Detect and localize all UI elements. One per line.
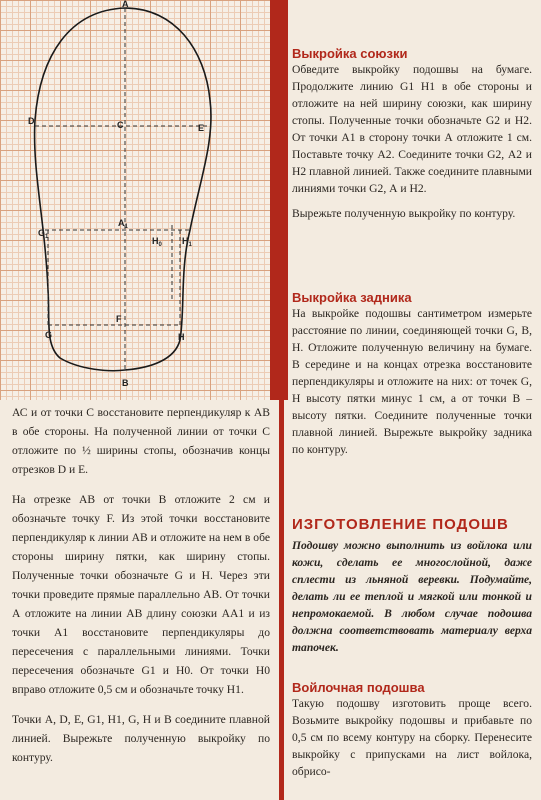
section-title: Выкройка союзки xyxy=(292,46,408,61)
point-b-label: B xyxy=(122,378,129,388)
point-h1-label: $H_1$ xyxy=(182,236,192,248)
left-paragraph-1: АС и от точки С восстановите перпендикуляр к АВ в обе стороны. На полученной линии от точки С отложите по ½ ширины стопы, обозначив концы отрезков D и Е. xyxy=(12,406,270,476)
point-g-label: G xyxy=(45,330,53,340)
left-paragraph-2: На отрезке АВ от точки В отложите 2 см и обозначьте точку F. Из этой точки восстановите перпендикуляр к линии АВ и отложите на нем в обе стороны ширину пятки, как ширину стопы. Полученные точки обозначьте G и Н. Через эти точки проведите прямые параллельно АВ. От точки А отложите на линии АВ длину союзки АА1 и из точки А1 восстановите перпендикуляры до пересечения с параллельными линиями. Точки пересечения обозначьте G1 и Н0. От точки Н0 вправо отложите 0,5 см и обозначьте точку Н1. xyxy=(12,493,270,696)
section-paragraph: Обведите выкройку подошвы на бумаге. Продолжите линию G1 Н1 в обе стороны и отложите на ней ширину союзки, как ширину стопы. Полученные точки обозначьте G2 и Н2. От точки А1 в сторону точки А отложите 1 см. Поставьте точку А2. Соедините точки G2, А2 и Н2 плавной линией. Также соедините плавными линиями точки G2, А и Н2. xyxy=(292,63,532,195)
sole-pattern-diagram xyxy=(0,0,270,400)
section-paragraph: Такую подошву изготовить проще всего. Возьмите выкройку подошвы и прибавьте по 0,5 см по всему контуру на сборку. Перенесите выкройку с припусками на лист войлока, обрисо- xyxy=(292,697,532,778)
column-divider xyxy=(279,400,284,800)
intro-paragraph: Подошву можно выполнить из войлока или кожи, сделать ее многослойной, даже сплести из льняной веревки. Подумайте, делать ли ее теплой и мягкой или тонкой и непромокаемой. В любом случае подошва должна соответствовать материалу верха тапочек. xyxy=(292,539,532,654)
point-f-label: F xyxy=(116,314,122,324)
point-a-label: A xyxy=(122,0,129,9)
sole-pattern-grid xyxy=(0,0,270,400)
section-paragraph: Вырежьте полученную выкройку по контуру. xyxy=(292,207,516,220)
point-h0-label: $H_0$ xyxy=(152,236,162,248)
point-e-label: E xyxy=(198,123,205,133)
point-d-label: D xyxy=(28,116,35,126)
section-felt-sole xyxy=(292,680,532,780)
sole-outline xyxy=(35,8,211,371)
section-paragraph: На выкройке подошвы сантиметром измерьте расстояние по линии, соединяющей точки G, В, Н. Отложите полученную величину на бумаге. В середине и на концах отрезка восстановите перпендикуляры и отложите на них: от точек G, Н высоту пятки минус 1 см, а от точки В – высоту пятки. Соедините полученные точки плавной линией. Вырежьте выкройку задника по контуру. xyxy=(292,307,532,456)
chapter-heading: ИЗГОТОВЛЕНИЕ ПОДОШВ xyxy=(292,516,509,533)
section-heel-pattern xyxy=(292,290,532,458)
point-g1-label: $G_1$ xyxy=(38,228,49,240)
section-title: Войлочная подошва xyxy=(292,680,425,695)
point-c-label: C xyxy=(117,120,124,130)
point-h-label: H xyxy=(178,332,185,342)
left-paragraph-3: Точки А, D, Е, G1, Н1, G, Н и В соедините плавной линией. Вырежьте полученную выкройку по контуру. xyxy=(12,713,270,764)
section-making-soles xyxy=(292,516,532,656)
section-title: Выкройка задника xyxy=(292,290,412,305)
section-vamp-pattern xyxy=(292,46,532,222)
point-a1-label: $A_1$ xyxy=(118,218,128,230)
left-column xyxy=(12,403,270,778)
decorative-red-strip xyxy=(270,0,288,400)
